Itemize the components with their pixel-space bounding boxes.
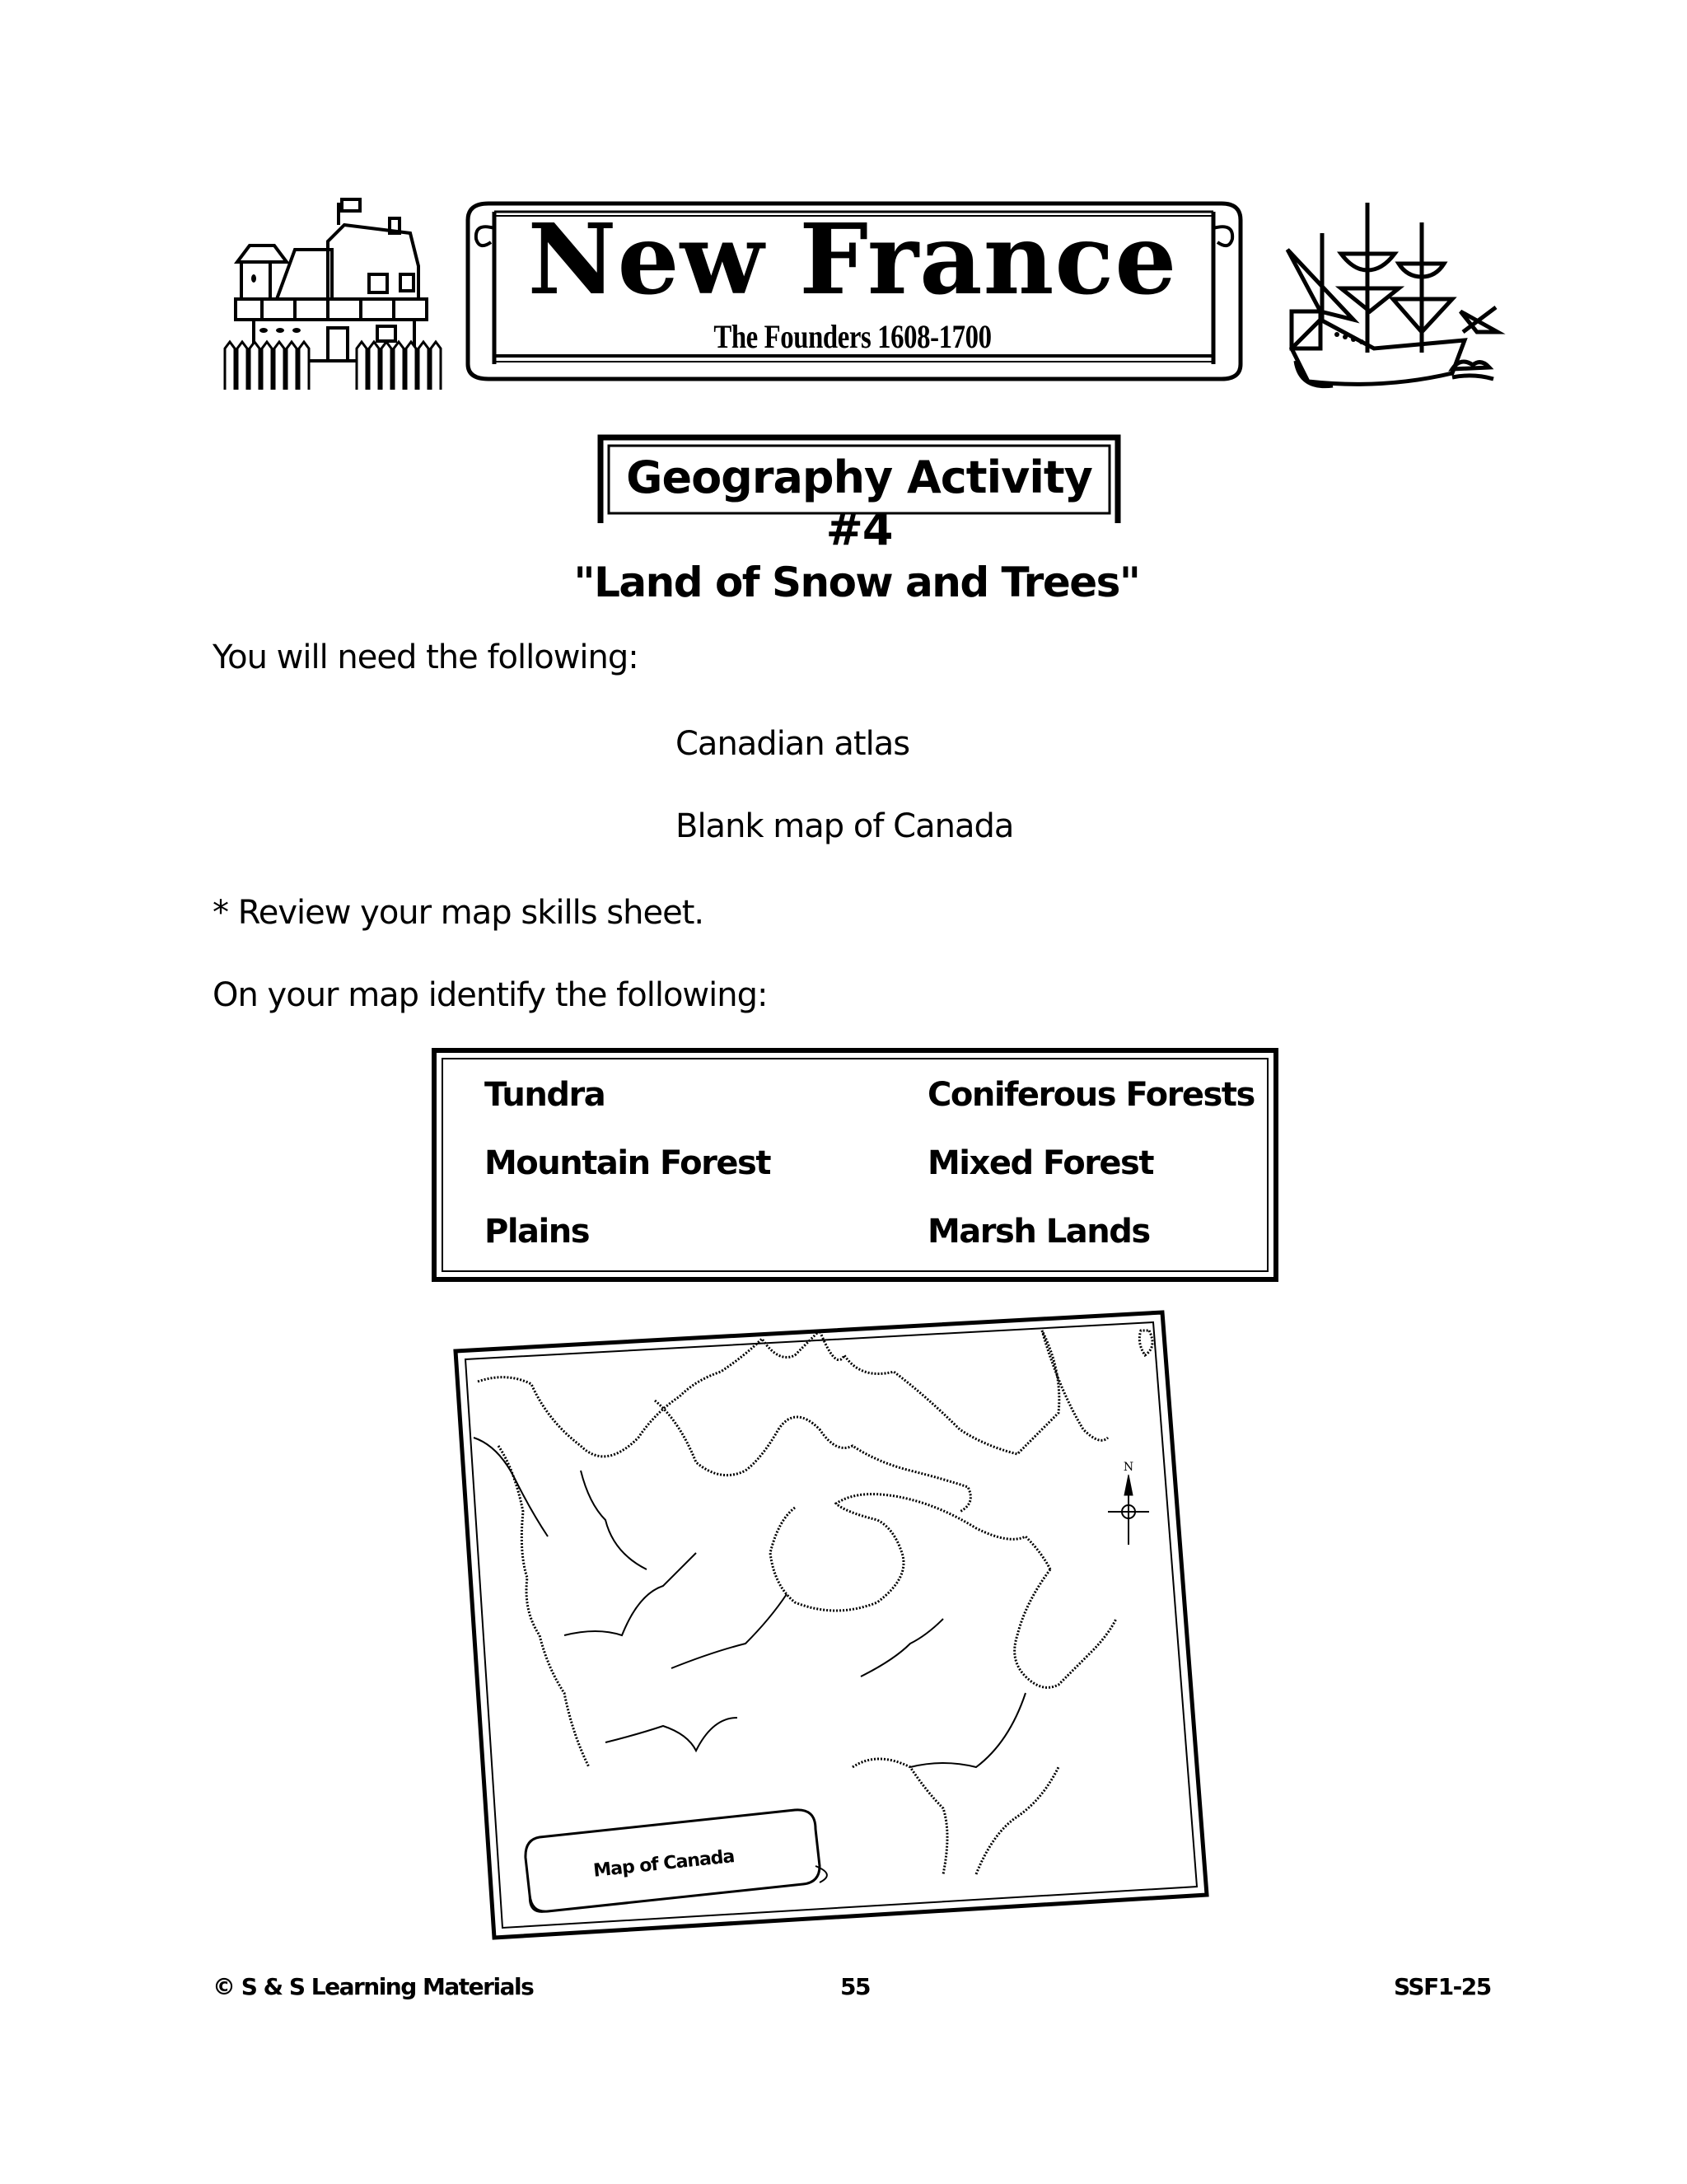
needs-intro-text: You will need the following: [213,638,638,676]
biome-item: Coniferous Forests [928,1076,1255,1114]
biome-list-box [432,1048,1278,1282]
biome-item: Tundra [484,1076,605,1114]
map-title-label: Map of Canada [592,1846,736,1882]
identify-intro-text: On your map identify the following: [213,976,768,1014]
footer-code: SSF1-25 [1394,1973,1491,2000]
activity-heading: Geography Activity #4 [626,451,1092,555]
material-item: Canadian atlas [675,725,910,763]
biome-item: Mountain Forest [484,1144,770,1182]
review-note-text: * Review your map skills sheet. [213,894,704,932]
footer-publisher: © S & S Learning Materials [213,1973,534,2000]
activity-title: "Land of Snow and Trees" [573,559,1140,606]
material-item: Blank map of Canada [675,807,1014,845]
biome-list-inner-frame [442,1058,1269,1272]
page-title: New France [527,202,1178,316]
sailing-ship-icon [1275,188,1514,391]
biome-item: Plains [484,1213,590,1251]
canada-outline-map-icon [449,1306,1264,1940]
fort-house-icon [213,188,451,391]
compass-north-label: N [1123,1461,1134,1474]
biome-item: Mixed Forest [928,1144,1153,1182]
page-subtitle: The Founders 1608-1700 [713,318,992,355]
footer-page-number: 55 [840,1973,870,2000]
canada-map [449,1306,1264,1940]
biome-item: Marsh Lands [928,1213,1150,1251]
